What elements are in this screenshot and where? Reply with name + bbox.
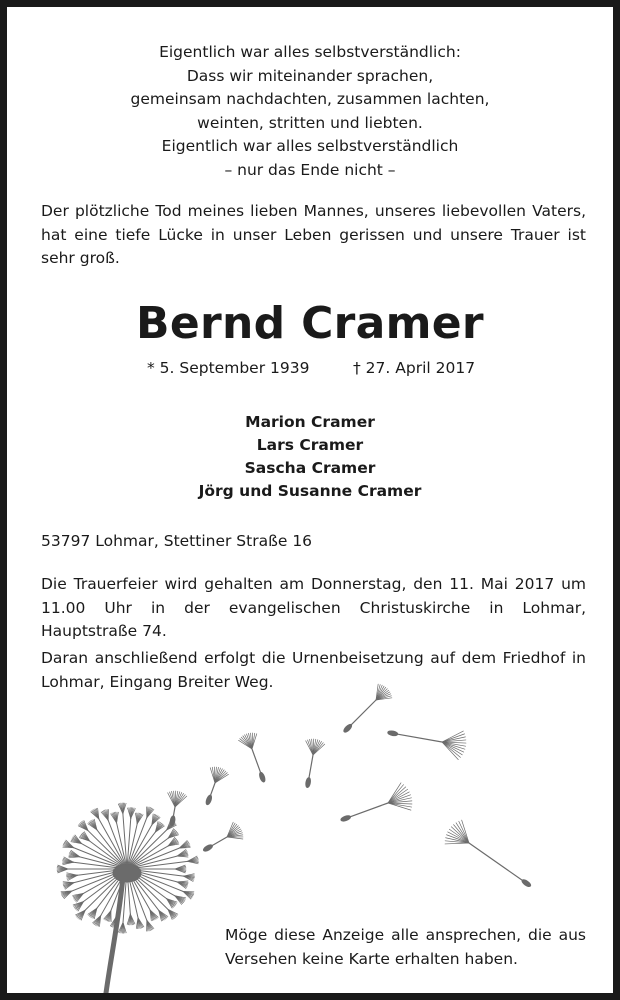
mourner-name: Marion Cramer: [245, 413, 375, 431]
mourners-list: [7, 411, 613, 503]
birth-date: * 5. September 1939: [147, 359, 310, 377]
poem-line: weinten, stritten und liebten.: [197, 113, 423, 132]
mourner-name: Jörg und Susanne Cramer: [198, 482, 422, 500]
poem-line: Eigentlich war alles selbstverständlich:: [159, 43, 461, 61]
closing-note: Möge diese Anzeige alle ansprechen, die aus Versehen keine Karte erhalten haben.: [225, 926, 586, 968]
death-date: † 27. April 2017: [353, 359, 476, 377]
poem: [7, 41, 613, 182]
deceased-name: Bernd Cramer: [136, 298, 484, 349]
mourner-name: Lars Cramer: [256, 436, 364, 454]
poem-line: – nur das Ende nicht –: [224, 160, 396, 179]
poem-line: Dass wir miteinander sprachen,: [186, 66, 434, 85]
mourner-name: Sascha Cramer: [244, 459, 376, 477]
ceremony-paragraph: Die Trauerfeier wird gehalten am Donnerstag, den 11. Mai 2017 um 11.00 Uhr in der evangelischen Christuskirche in Lohmar, Hauptstraße 74.: [41, 575, 586, 640]
burial-paragraph: Daran anschließend erfolgt die Urnenbeisetzung auf dem Friedhof in Lohmar, Eingang Breiter Weg.: [41, 649, 586, 691]
poem-line: Eigentlich war alles selbstverständlich: [161, 137, 459, 155]
poem-line: gemeinsam nachdachten, zusammen lachten,: [130, 90, 490, 108]
address: 53797 Lohmar, Stettiner Straße 16: [41, 532, 313, 550]
intro-paragraph: Der plötzliche Tod meines lieben Mannes, unseres liebevollen Vaters, hat eine tiefe Lücke in unser Leben gerissen und unsere Trauer ist sehr groß.: [41, 202, 586, 267]
